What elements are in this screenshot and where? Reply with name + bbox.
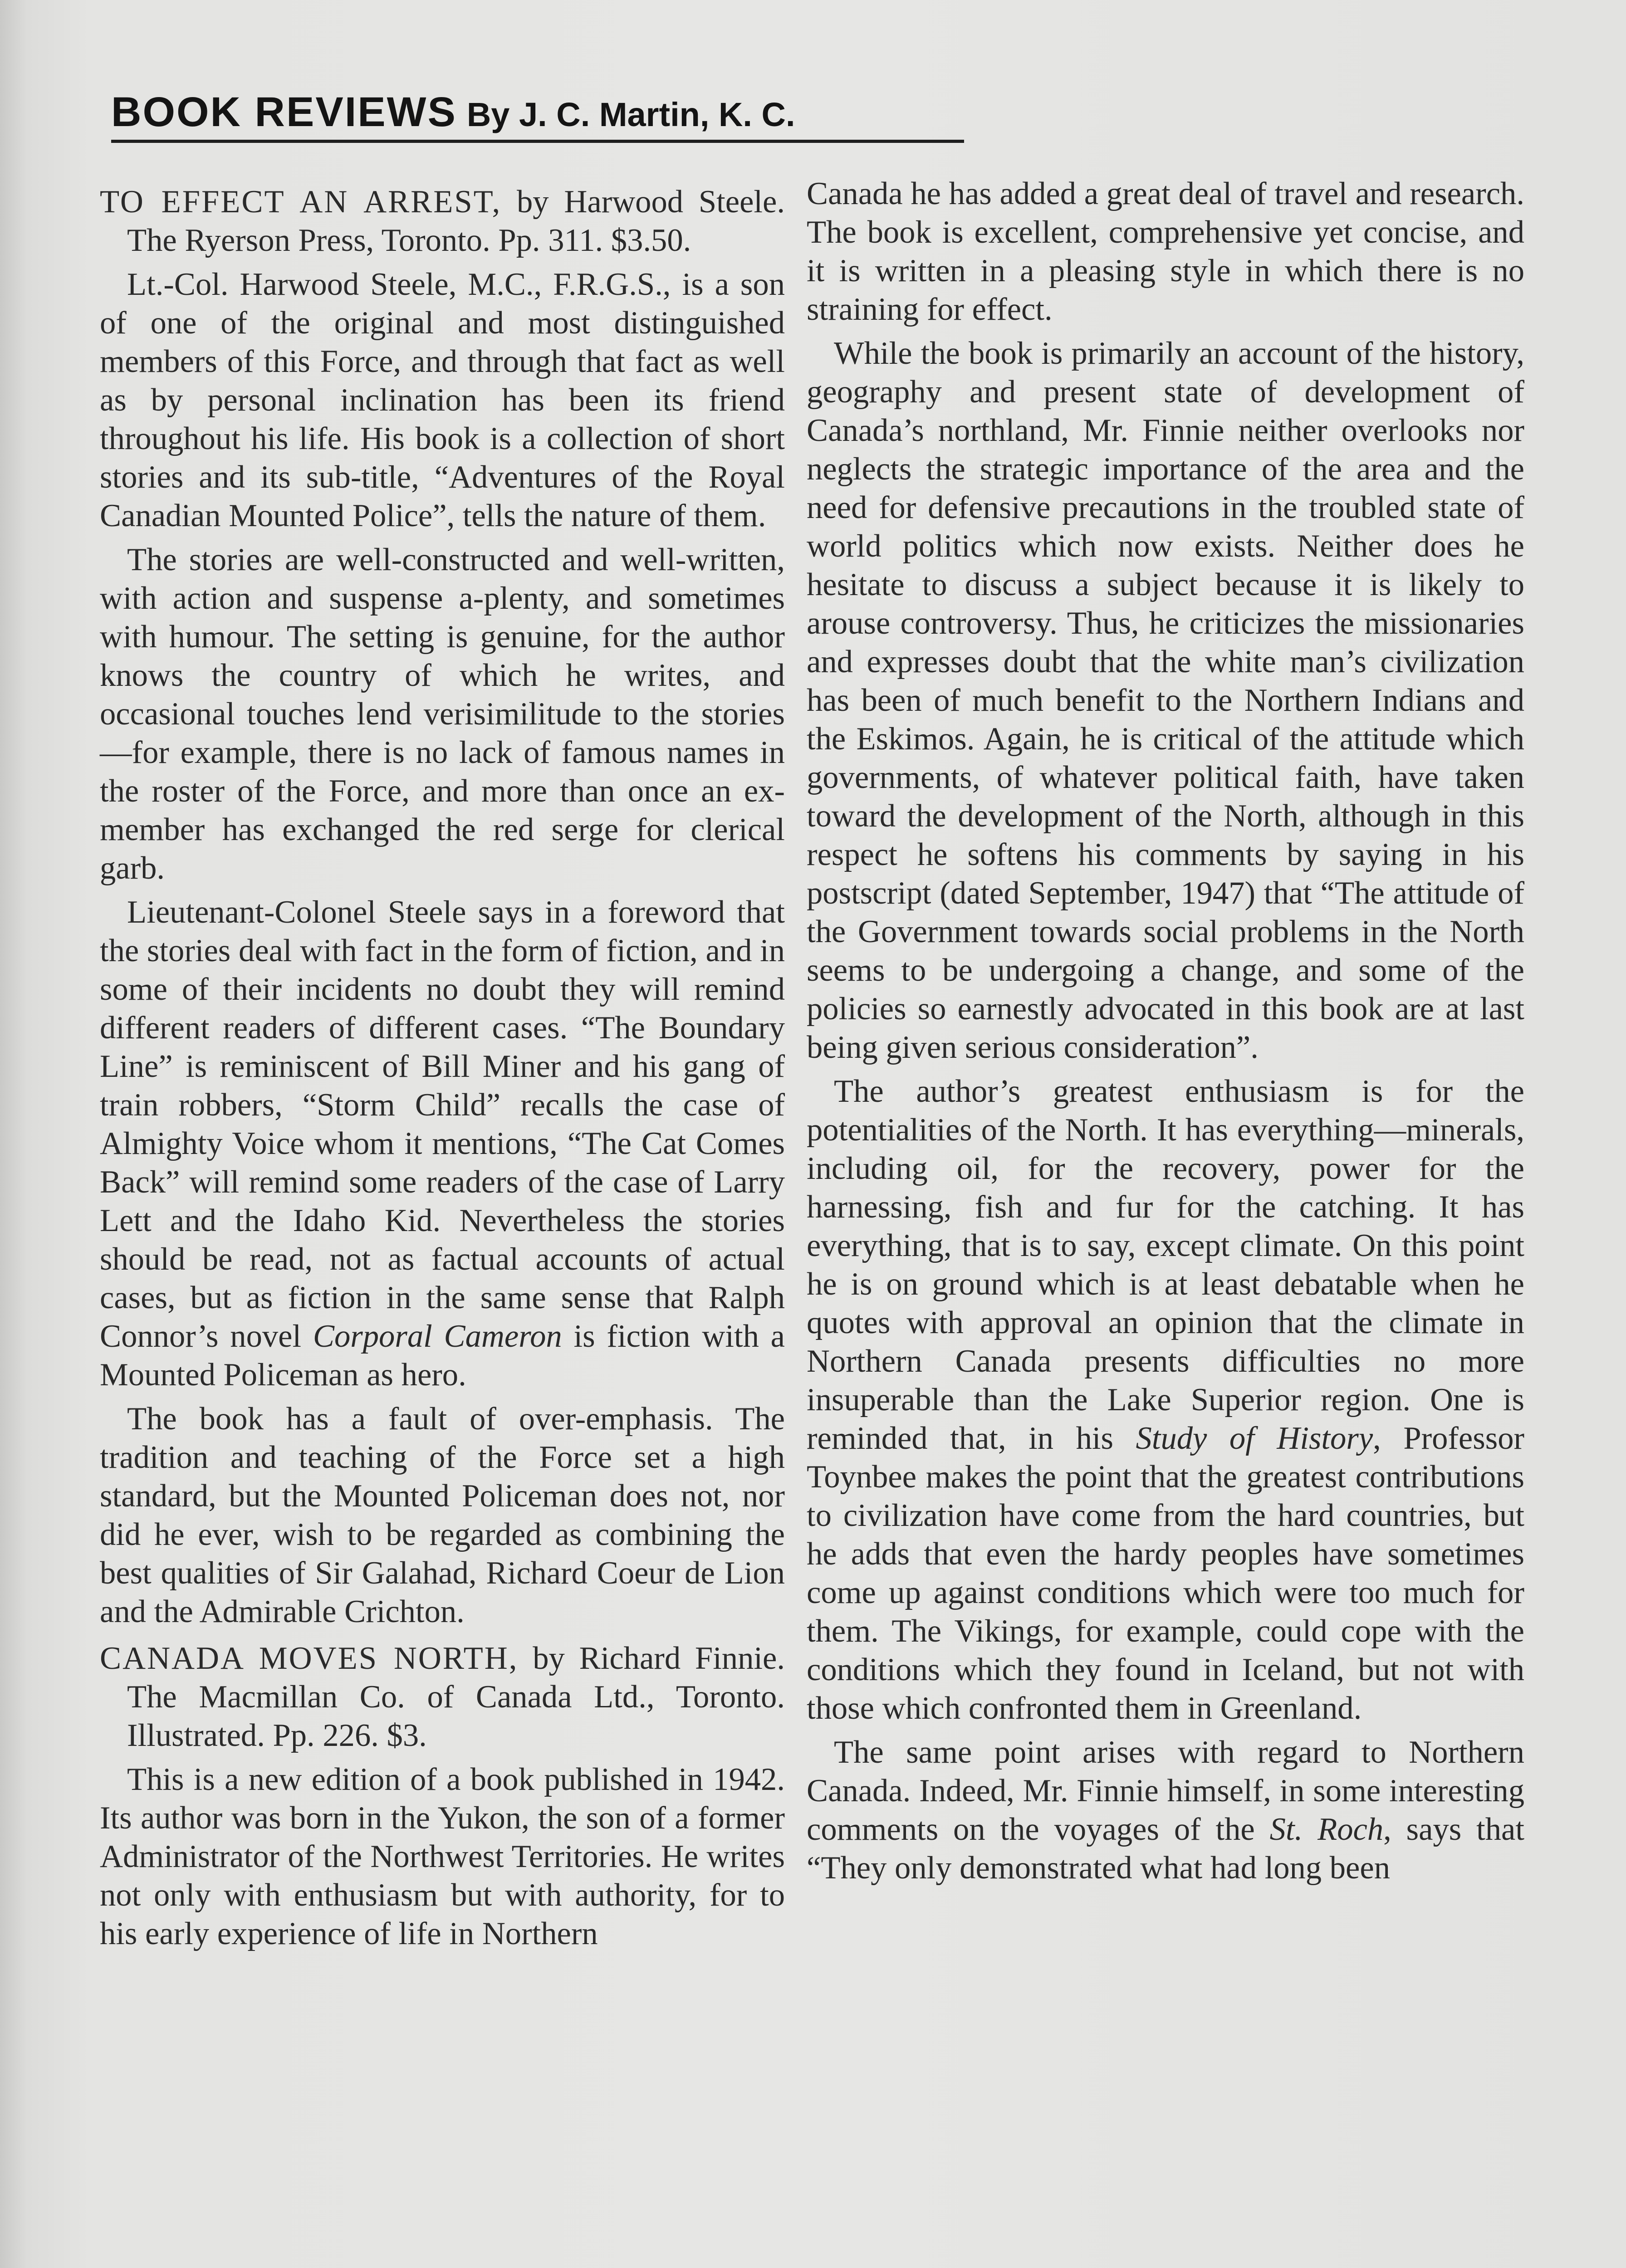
book-citation: by Harwood Steele. The Ryerson Press, Toronto. Pp. 311. $3.50. bbox=[127, 184, 785, 258]
review-paragraph bbox=[807, 1733, 1524, 1887]
page-header bbox=[111, 88, 964, 143]
paragraph-text: is fiction with a Mounted Policeman as hero. bbox=[100, 1319, 785, 1393]
review-paragraph: While the book is primarily an account of the history, geography and present state of development of Canada’s northland, Mr. Finnie neither overlooks nor neglects the strategic importance of the area and the need for defensive precautions in the troubled state of world politics which now exists. Neither does he hesitate to discuss a subject because it is likely to arouse controversy. Thus, he criticizes the missionaries and expresses doubt that the white man’s civilization has been of much benefit to the Northern Indians and the Eskimos. Again, he is critical of the attitude which governments, of whatever political faith, have taken toward the development of the North, although in this respect he softens his comments by saying in his postscript (dated September, 1947) that “The attitude of the Government towards social problems in the North seems to be undergoing a change, and some of the policies so earnestly advocated in this book are at last being given serious consideration”. bbox=[807, 336, 1524, 1065]
left-column bbox=[100, 175, 785, 1959]
review-paragraph bbox=[100, 893, 785, 1394]
paragraph-text: The author’s greatest enthusiasm is for the potentialities of the North. It has everything—minerals, including oil, for the recovery, power for the harnessing, fish and fur for the catching. It has everything, that is to say, except climate. On this point he is on ground which is at least debatable when he quotes with approval an opinion that the climate in Northern Canada presents difficulties no more insuperable than the Lake Superior region. One is reminded that, in his bbox=[807, 1074, 1524, 1456]
review-paragraph: The book has a fault of over-emphasis. The tradition and teaching of the Force set a high standard, but the Mounted Policeman does not, nor did he ever, wish to be regarded as combining the best qualities of Sir Galahad, Richard Coeur de Lion and the Admirable Crichton. bbox=[100, 1401, 785, 1629]
italic-book-title: Study of History bbox=[1136, 1421, 1373, 1456]
review-heading bbox=[100, 183, 785, 260]
book-title: CANADA MOVES NORTH, bbox=[100, 1641, 519, 1676]
review-paragraph bbox=[807, 1072, 1524, 1728]
right-column bbox=[807, 175, 1524, 1893]
review-paragraph: The stories are well-constructed and well-written, with action and suspense a-plenty, and sometimes with humour. The setting is genuine, for the author knows the country of which he writes, and occasional touches lend verisimilitude to the stories—for example, there is no lack of famous names in the roster of the Force, and more than once an ex-member has exchanged the red serge for clerical garb. bbox=[100, 542, 785, 886]
section-title: BOOK REVIEWS bbox=[111, 89, 457, 135]
paragraph-text: , says that “They only demonstrated what had long been bbox=[807, 1812, 1524, 1886]
book-title: TO EFFECT AN ARREST, bbox=[100, 184, 502, 220]
italic-book-title: Corporal Cameron bbox=[313, 1319, 562, 1354]
author-byline: By J. C. Martin, K. C. bbox=[466, 96, 795, 133]
review-paragraph: Lt.-Col. Harwood Steele, M.C., F.R.G.S., is a son of one of the original and most distinguished members of this Force, and through that fact as well as by personal inclination has been its friend throughout his life. His book is a collection of short stories and its sub-title, “Adventures of the Royal Canadian Mounted Police”, tells the nature of them. bbox=[100, 267, 785, 533]
review-heading bbox=[100, 1639, 785, 1755]
paragraph-text: , Professor Toynbee makes the point that the greatest contributions to civilization have come from the hard countries, but he adds that even the hardy peoples have sometimes come up against conditions which were too much for them. The Vikings, for example, could cope with the conditions which they found in Iceland, but not with those which confronted them in Greenland. bbox=[807, 1421, 1524, 1726]
paragraph-text: Lieutenant-Colonel Steele says in a foreword that the stories deal with fact in the form of fiction, and in some of their incidents no doubt they will remind different readers of different cases. “The Boundary Line” is reminiscent of Bill Miner and his gang of train robbers, “Storm Child” recalls the case of Almighty Voice whom it mentions, “The Cat Comes Back” will remind some readers of the case of Larry Lett and the Idaho Kid. Nevertheless the stories should be read, not as factual accounts of actual cases, but as fiction in the same sense that Ralph Connor’s novel bbox=[100, 894, 785, 1354]
book-citation: by Richard Finnie. The Macmillan Co. of Canada Ltd., Toronto. Illustrated. Pp. 226. $3. bbox=[127, 1641, 785, 1753]
paragraph-text: The same point arises with regard to Northern Canada. Indeed, Mr. Finnie himself, in some interesting comments on the voyages of the bbox=[807, 1735, 1524, 1847]
italic-ship-name: St. Roch bbox=[1269, 1812, 1384, 1847]
review-paragraph-continued: Canada he has added a great deal of travel and research. The book is excellent, comprehensive yet concise, and it is written in a pleasing style in which there is no straining for effect. bbox=[807, 176, 1524, 327]
review-paragraph: This is a new edition of a book published in 1942. Its author was born in the Yukon, the son of a former Administrator of the Northwest Territories. He writes not only with enthusiasm but with authority, for to his early experience of life in Northern bbox=[100, 1762, 785, 1951]
